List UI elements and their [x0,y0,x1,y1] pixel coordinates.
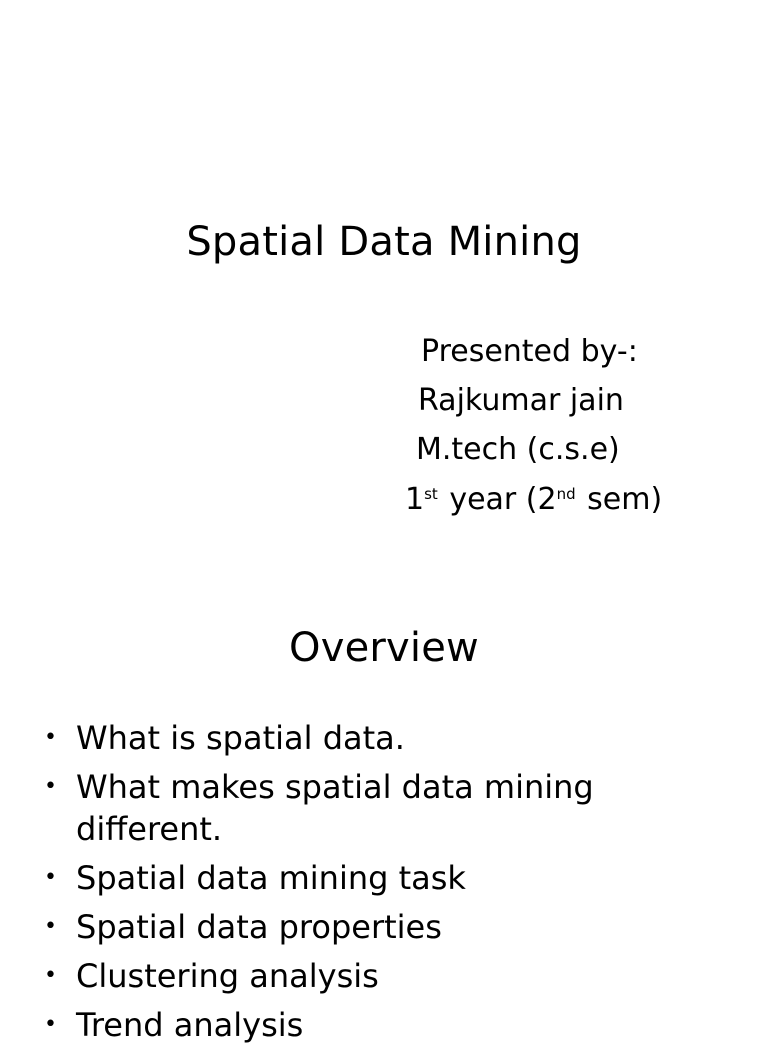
year-ordinal-suffix: st [424,485,438,503]
slide-title: Overview [289,625,479,671]
overview-bullet-list [0,717,768,1053]
bullet-text: What makes spatial data mining different. [76,768,594,848]
semester-text: sem) [577,482,663,517]
bullet-icon: • [44,725,57,750]
presenter-name: Rajkumar jain [418,383,624,418]
bullet-text: What is spatial data. [76,719,405,757]
bullet-icon: • [44,774,57,799]
presented-by-label: Presented by-: [421,334,638,369]
year-number: 1 [405,482,425,517]
list-item [0,906,768,948]
bullet-text: Spatial data properties [76,908,442,946]
list-item [0,1004,768,1046]
bullet-icon: • [44,1012,57,1037]
list-item [0,717,768,759]
slide-title: Spatial Data Mining [186,219,582,265]
bullet-icon: • [44,963,57,988]
bullet-icon: • [44,914,57,939]
semester-ordinal-suffix: nd [556,485,576,503]
bullet-text: Trend analysis [76,1006,304,1044]
bullet-text: Spatial data mining task [76,859,466,897]
overview-slide [0,590,768,1044]
bullet-icon: • [44,865,57,890]
year-text: year (2 [439,482,557,517]
presenter-degree: M.tech (c.s.e) [416,432,620,467]
list-item [0,955,768,997]
bullet-text: Clustering analysis [76,957,379,995]
list-item [0,766,768,850]
presenter-year [405,482,663,517]
list-item [0,857,768,899]
